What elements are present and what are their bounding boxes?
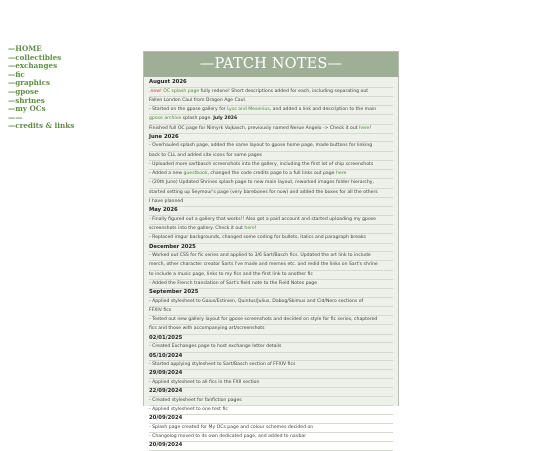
gallery-link[interactable]: here — [244, 226, 255, 232]
lyss-mesenius-link[interactable]: Lyss and Mesenius — [227, 107, 270, 113]
log-entry: - Applied stylesheet to one test fic — [149, 406, 393, 415]
guestbook-link[interactable]: guestbook — [183, 171, 208, 177]
log-entry: - Applied stylesheet to Gaius/Estinien, Quintus/Julius, Dabog/Skimus and Cid/Nero sections of — [149, 298, 393, 307]
nav-separator: —— — [8, 112, 23, 122]
entry-text: splash page. — [181, 116, 214, 122]
entry-text: screenshots into the gallery. Check it out — [149, 226, 245, 232]
new-badge: .new! — [149, 88, 162, 94]
log-entry: - Created Exchanges page to host exchange letter details — [149, 343, 393, 352]
log-entry: - Splash page created for My OCs page and colour schemes decided on — [149, 424, 393, 433]
month-heading: December 2025 — [149, 244, 393, 253]
entry-text: , changed the code credits page to a full links out page — [207, 171, 336, 177]
date-heading: 05/10/2024 — [149, 353, 393, 362]
log-entry: back to CLL and added site icons for some pages — [149, 152, 393, 161]
log-entry — [149, 125, 393, 134]
nimyrk-page-link[interactable]: here — [359, 125, 370, 131]
entry-text: ! — [369, 125, 372, 131]
month-inline: July 2026 — [213, 116, 238, 122]
side-nav — [8, 45, 88, 131]
nav-my-ocs-link[interactable]: —my OCs — [8, 104, 46, 114]
log-entry: - Finally figured out a gallery that works!! Also got a paid account and started uploading my gpose — [149, 216, 393, 225]
log-entry: - (20th June) Updated Shrines splash page to new main layout, reworked images folder hierarchy, — [149, 179, 393, 188]
log-entry: - Replaced imgur backgrounds, changed some coding for bullets, italics and paragraph breaks — [149, 234, 393, 243]
gpose-archive-link[interactable]: gpose archive — [149, 116, 182, 122]
log-entry: merch, other character creator Sarts I've made and memes etc. and redid the links on Sart's shrine — [149, 261, 393, 270]
date-heading: 20/09/2024 — [149, 415, 393, 424]
nav-gpose-link[interactable]: —gpose — [8, 86, 39, 96]
nav-credits-link[interactable]: —credits & links — [8, 121, 75, 131]
nav-shrines-link[interactable]: —shrines — [8, 95, 45, 105]
log-entry: - Started applying stylesheet to Sart/Basch section of FFXIV fics — [149, 361, 393, 370]
links-page-link[interactable]: here — [335, 171, 347, 177]
date-heading: 22/09/2024 — [149, 388, 393, 397]
nav-fic-link[interactable]: —fic — [8, 69, 25, 79]
log-entry — [149, 115, 393, 124]
log-entry: fics and those with accompanying art/screenshots — [149, 325, 393, 334]
log-entry: - Worked out CSS for fic series and applied to 3/6 Sart/Basch fics. Updated the art link to include — [149, 252, 393, 261]
month-heading: May 2026 — [149, 207, 393, 216]
patch-notes-panel — [143, 51, 399, 449]
log-entry: - Created stylesheet for fanfiction pages — [149, 397, 393, 406]
log-entry — [149, 170, 393, 179]
log-entry — [149, 88, 393, 97]
log-entry: - Applied stylesheet to all fics in the FXII section — [149, 379, 393, 388]
entry-text: ! — [254, 226, 257, 232]
log-entry: - Added the French translation of Sart's field note to the Field Notes page — [149, 280, 393, 289]
date-heading: 20/09/2024 — [149, 442, 393, 451]
log-entry: - Tested out new gallery layout for gpose screenshots and decided on style for fic series, chaptered — [149, 316, 393, 325]
month-heading: August 2026 — [149, 79, 393, 88]
nav-home-link[interactable]: —HOME — [8, 44, 42, 53]
entry-text: - Started on the gpose gallery for — [149, 107, 227, 113]
oc-splash-link[interactable]: OC splash page — [163, 88, 200, 94]
nav-graphics-link[interactable]: —graphics — [8, 78, 51, 88]
log-entry: FFXIV fics — [149, 307, 393, 316]
month-heading: June 2026 — [149, 134, 393, 143]
entry-text: - Added a new — [149, 171, 184, 177]
entry-text: , and added a link and description to the main — [269, 107, 377, 113]
log-entry — [149, 106, 393, 115]
nav-collectibles-link[interactable]: —collectibles — [8, 52, 62, 62]
entry-text: Finished full OC page for Nimyrk Vojkasch, previously named Nerue Angelo -> Check it out — [149, 125, 360, 131]
log-entry: - Overhauled splash page, added the same layout to gpose home page, made buttons for linking — [149, 142, 393, 151]
date-heading: 02/01/2025 — [149, 335, 393, 344]
nav-exchanges-link[interactable]: —exchanges — [8, 61, 58, 71]
entry-text: fully redone! Short descriptions added for each, including separating out — [199, 88, 369, 94]
log-entry: - Changelog moved to its own dedicated page, and added to navbar — [149, 433, 393, 442]
month-heading: September 2025 — [149, 289, 393, 298]
changelog — [144, 77, 398, 451]
log-entry — [149, 225, 393, 234]
log-entry: I have planned — [149, 198, 393, 207]
log-entry: to include a music page, links to my fics and the first link to another fic — [149, 271, 393, 280]
log-entry: started setting up Seymour's page (very barebones for now) and added the boxes for all the others — [149, 189, 393, 198]
log-entry: Fallen London Caul from Dragon Age Caul. — [149, 97, 393, 106]
date-heading: 29/09/2024 — [149, 370, 393, 379]
patch-notes-title: —PATCH NOTES— — [144, 52, 398, 77]
log-entry: - Uploaded more sartbasch screenshots into the gallery, including the first lot of ship screenshots — [149, 161, 393, 170]
